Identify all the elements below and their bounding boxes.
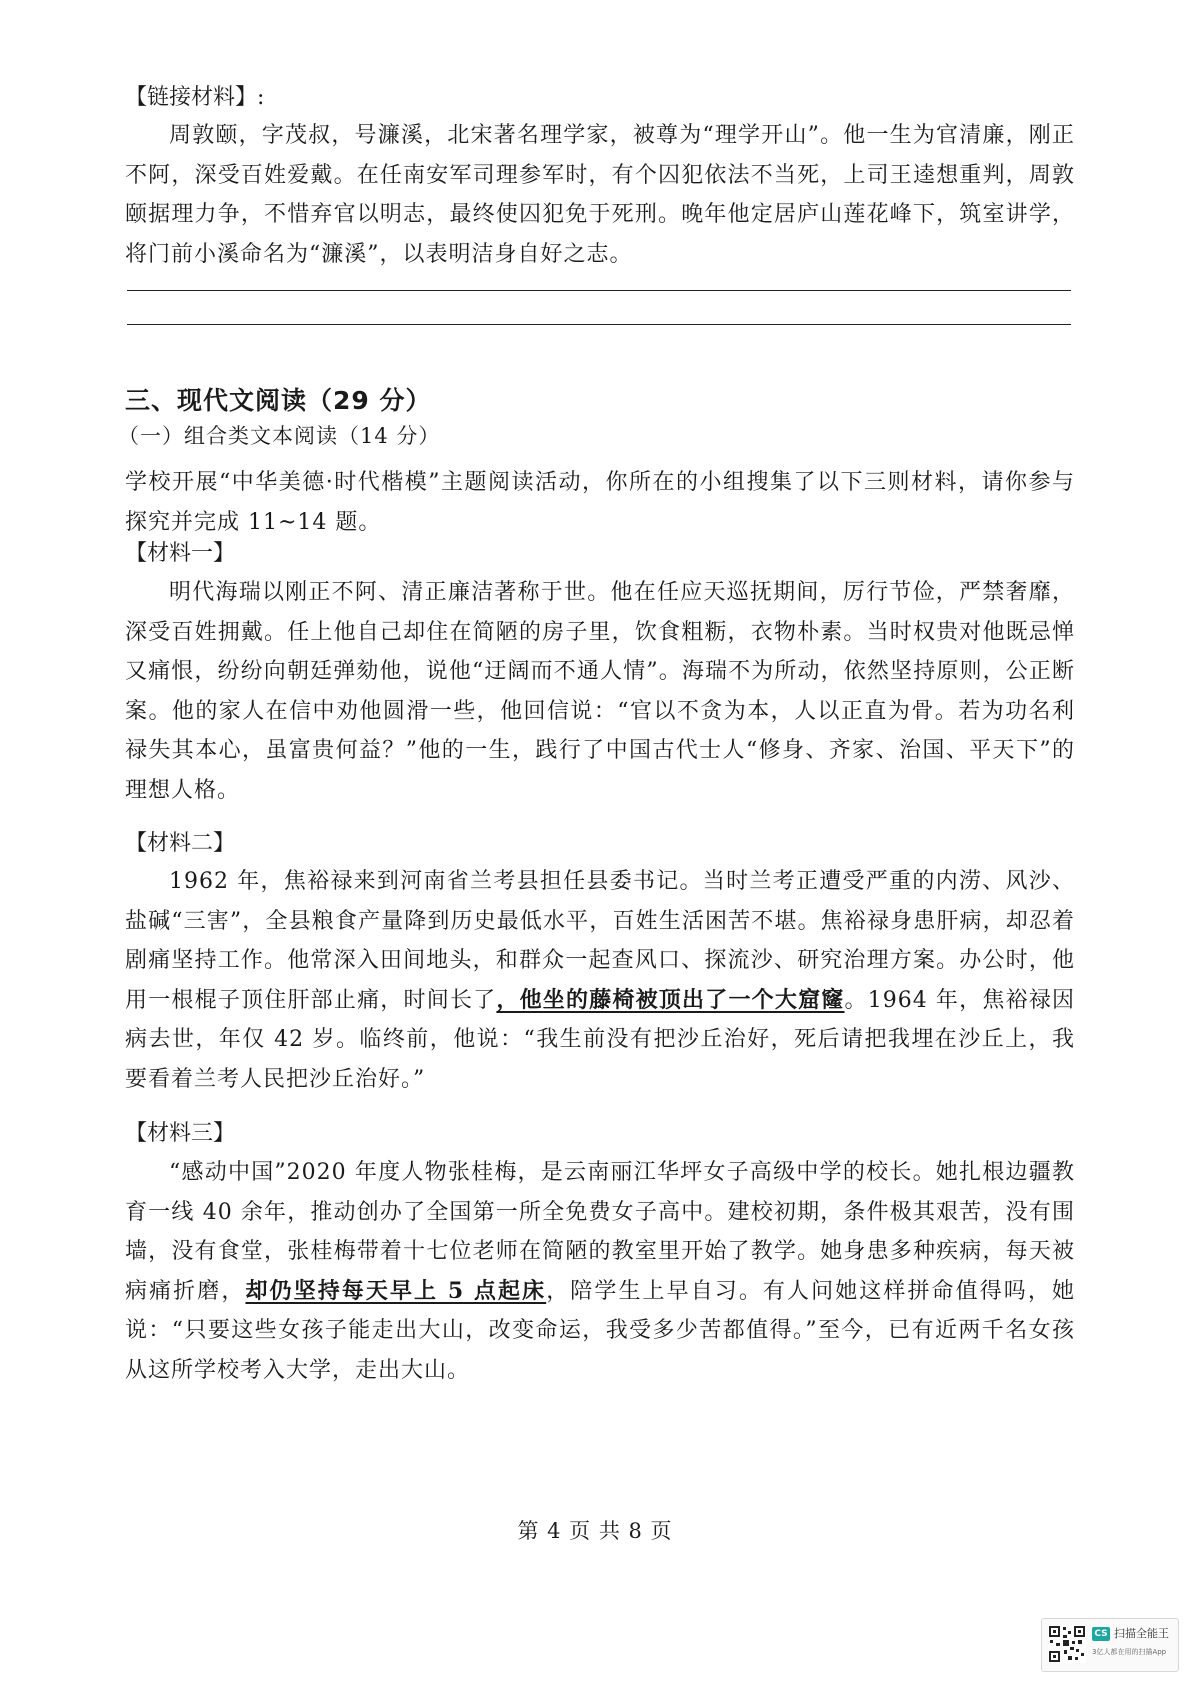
- material1-label: 【材料一】: [125, 541, 236, 566]
- scanner-watermark: [1041, 1618, 1179, 1672]
- material3-block: [125, 1153, 1075, 1390]
- material2-emphasis: ，他坐的藤椅被顶出了一个大窟窿: [496, 986, 845, 1013]
- answer-line-1: [127, 290, 1071, 291]
- link-material-label: 【链接材料】:: [125, 85, 265, 110]
- section-subtitle: （一）组合类文本阅读（14 分）: [118, 424, 441, 448]
- watermark-tagline: 3亿人都在用的扫描App: [1092, 1648, 1167, 1656]
- material2-text: [125, 862, 1075, 1099]
- watermark-app-name: 扫描全能王: [1114, 1627, 1169, 1640]
- material2-text-before: 1962 年，焦裕禄来到河南省兰考县担任县委书记。当时兰考正遭受严重的内涝、风沙、盐碱“三害”，全县粮食产量降到历史最低水平，百姓生活困苦不堪。焦裕禄身患肝病，却忍着剧痛坚持工作。他常深入田间地头，和群众一起查风口、探流沙、研究治理方案。办公时，他用一根棍子顶住肝部止痛，时间长了: [125, 869, 1075, 1013]
- material3-emphasis: 却仍坚持每天早上 5 点起床: [245, 1277, 547, 1304]
- material1-block: [125, 573, 1075, 810]
- page-number: 第 4 页 共 8 页: [517, 1519, 673, 1543]
- link-material-text: 周敦颐，字茂叔，号濂溪，北宋著名理学家，被尊为“理学开山”。他一生为官清廉，刚正不阿，深受百姓爱戴。在任南安军司理参军时，有个囚犯依法不当死，上司王逵想重判，周敦颐据理力争，不惜弃官以明志，最终使囚犯免于死刑。晚年他定居庐山莲花峰下，筑室讲学，将门前小溪命名为“濂溪”，以表明洁身自好之志。: [125, 123, 1075, 267]
- material1-text: 明代海瑞以刚正不阿、清正廉洁著称于世。他在任应天巡抚期间，厉行节俭，严禁奢靡，深受百姓拥戴。任上他自己却住在简陋的房子里，饮食粗粝，衣物朴素。当时权贵对他既忌惮又痛恨，纷纷向朝廷弹劾他，说他“迂阔而不通人情”。海瑞不为所动，依然坚持原则，公正断案。他的家人在信中劝他圆滑一些，他回信说：“官以不贪为本，人以正直为骨。若为功名利禄失其本心，虽富贵何益？”他的一生，践行了中国古代士人“修身、齐家、治国、平天下”的理想人格。: [125, 580, 1075, 803]
- cs-logo-icon: CS: [1092, 1627, 1110, 1641]
- intro-block: [125, 463, 1075, 542]
- answer-line-2: [127, 324, 1071, 325]
- qr-code-icon: [1048, 1625, 1086, 1663]
- link-material-block: [125, 116, 1075, 274]
- material2-label: 【材料二】: [125, 831, 236, 856]
- intro-text: 学校开展“中华美德·时代楷模”主题阅读活动，你所在的小组搜集了以下三则材料，请你参与探究并完成 11~14 题。: [125, 470, 1075, 535]
- material2-block: [125, 862, 1075, 1099]
- material2-text-after: 。1964 年，焦裕禄因病去世，年仅 42 岁。临终前，他说：“我生前没有把沙丘治好，死后请把我埋在沙丘上，我要看着兰考人民把沙丘治好。”: [125, 987, 1075, 1092]
- material3-text-after: ，陪学生上早自习。有人问她这样拼命值得吗，她说：“只要这些女孩子能走出大山，改变命运，我受多少苦都值得。”至今，已有近两千名女孩从这所学校考入大学，走出大山。: [125, 1278, 1075, 1383]
- material3-text: [125, 1153, 1075, 1390]
- section-title: 三、现代文阅读（29 分）: [125, 386, 432, 415]
- material3-label: 【材料三】: [125, 1121, 236, 1146]
- material3-text-before: “感动中国”2020 年度人物张桂梅，是云南丽江华坪女子高级中学的校长。她扎根边疆教育一线 40 余年，推动创办了全国第一所全免费女子高中。建校初期，条件极其艰苦，没有围墙，没有食堂，张桂梅带着十七位老师在简陋的教室里开始了教学。她身患多种疾病，每天被病痛折磨，: [125, 1160, 1075, 1304]
